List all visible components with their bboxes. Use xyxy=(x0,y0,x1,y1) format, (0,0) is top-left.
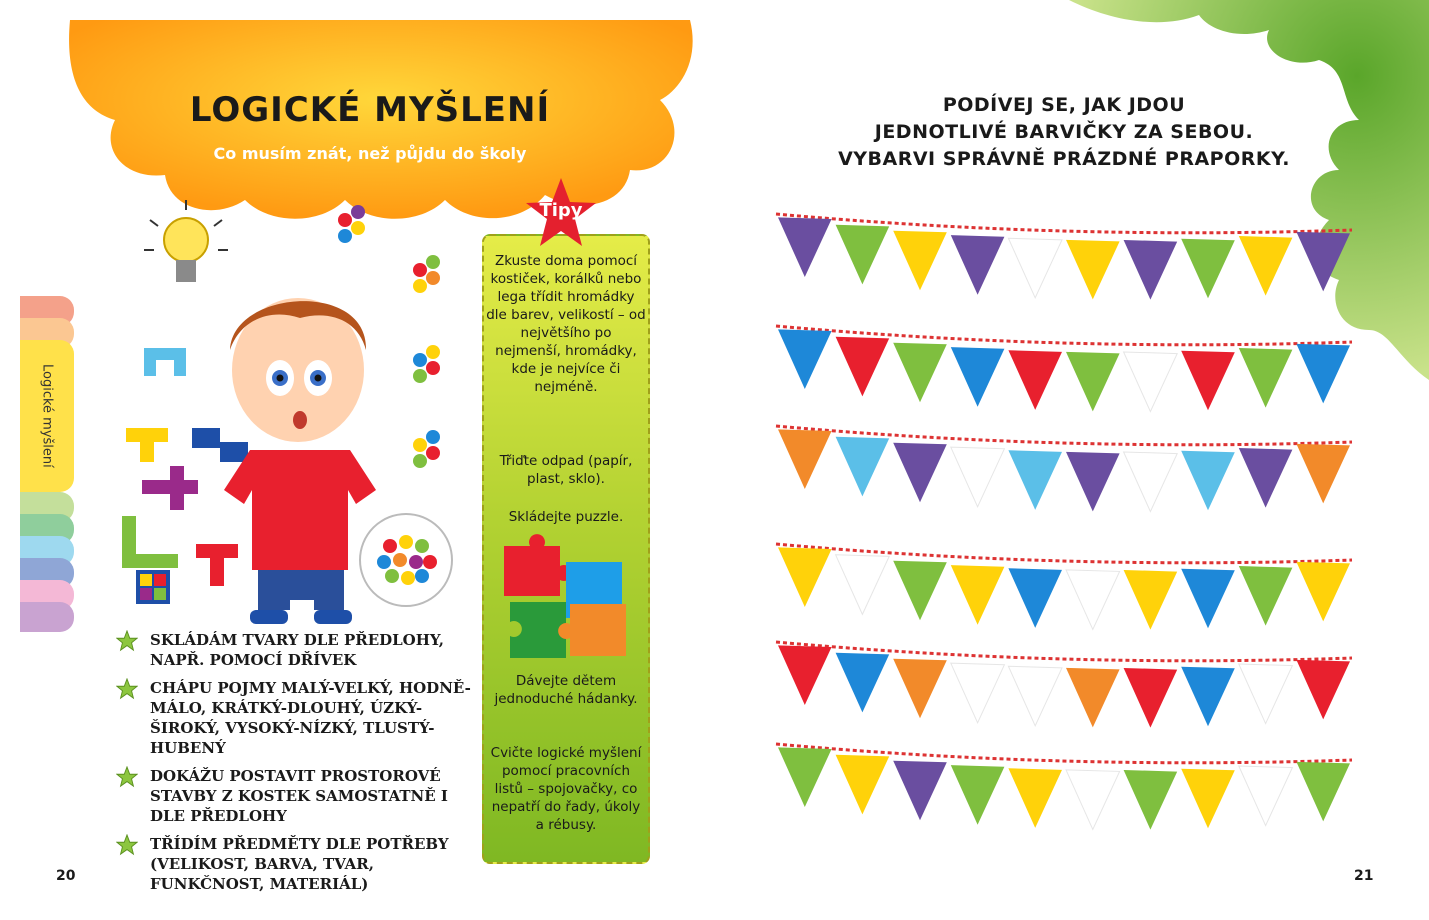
tetromino-shapes-icon xyxy=(122,348,248,604)
pennant-flag[interactable] xyxy=(1181,239,1235,299)
right-page xyxy=(714,0,1429,920)
tip-item: Třiďte odpad (papír, plast, sklo). xyxy=(499,453,633,487)
skill-item xyxy=(116,834,476,894)
boy-thinking-illustration xyxy=(100,180,480,630)
pennant-flag[interactable] xyxy=(1239,766,1293,826)
skill-item xyxy=(116,766,476,826)
skill-text: CHÁPU POJMY MALÝ-VELKÝ, HODNĚ-MÁLO, KRÁTKÝ-DLOUHÝ, ÚZKÝ-ŠIROKÝ, VYSOKÝ-NÍZKÝ, TLUSTÝ-HUBENÝ xyxy=(150,679,471,757)
pennant-flag[interactable] xyxy=(893,231,947,291)
pennant-flag[interactable] xyxy=(951,235,1005,295)
tip-item: Skládejte puzzle. xyxy=(508,509,624,525)
pennant-flag[interactable] xyxy=(1296,232,1350,292)
pennant-flag[interactable] xyxy=(1124,352,1178,412)
pennant-flag[interactable] xyxy=(1181,667,1235,727)
light-bulb-icon xyxy=(144,200,228,282)
pennant-flag[interactable] xyxy=(836,437,890,497)
skills-list xyxy=(116,630,476,902)
puzzle-pieces-icon xyxy=(498,532,634,660)
pennant-flag[interactable] xyxy=(1008,350,1062,410)
tips-label: Tipy xyxy=(539,200,583,221)
pennant-flag[interactable] xyxy=(1239,348,1293,408)
pennant-flag[interactable] xyxy=(893,443,947,503)
chapter-tab-active[interactable] xyxy=(20,340,74,492)
pennant-flag[interactable] xyxy=(1124,668,1178,728)
pennant-flag[interactable] xyxy=(1008,768,1062,828)
pennant-flag[interactable] xyxy=(836,555,890,615)
pennant-flag[interactable] xyxy=(778,547,832,607)
flag-garland xyxy=(774,628,1354,738)
star-bullet-icon xyxy=(116,678,138,700)
pennant-flag[interactable] xyxy=(836,653,890,713)
pennant-flag[interactable] xyxy=(1124,570,1178,630)
pennant-flag[interactable] xyxy=(1066,452,1120,512)
skill-text: SKLÁDÁM TVARY DLE PŘEDLOHY, NAPŘ. POMOCÍ DŘÍVEK xyxy=(150,631,444,669)
pennant-flag[interactable] xyxy=(1124,452,1178,512)
flag-garland xyxy=(774,412,1354,522)
pennant-flag[interactable] xyxy=(836,755,890,815)
boy-figure xyxy=(224,298,376,624)
star-bullet-icon xyxy=(116,834,138,856)
pennant-flag[interactable] xyxy=(1296,762,1350,822)
pennant-flag[interactable] xyxy=(1066,770,1120,830)
skill-text: TŘÍDÍM PŘEDMĚTY DLE POTŘEBY (VELIKOST, BARVA, TVAR, FUNKČNOST, MATERIÁL) xyxy=(150,835,449,893)
pennant-flag[interactable] xyxy=(893,561,947,621)
flag-garland xyxy=(774,530,1354,640)
instruction-line: JEDNOTLIVÉ BARVIČKY ZA SEBOU. xyxy=(874,121,1254,143)
page-title: LOGICKÉ MYŠLENÍ xyxy=(189,90,551,130)
tip-item: Cvičte logické myšlení pomocí pracovních listů – spojovačky, co nepatří do řady, úkoly a rébusy. xyxy=(490,745,642,833)
pennant-flag[interactable] xyxy=(893,343,947,403)
pennant-flag[interactable] xyxy=(951,447,1005,507)
tip-item: Dávejte dětem jednoduché hádanky. xyxy=(494,673,638,707)
skill-item xyxy=(116,630,476,670)
chapter-tab[interactable] xyxy=(20,602,74,632)
left-page xyxy=(0,0,714,920)
pennant-flag[interactable] xyxy=(1296,344,1350,404)
pennant-flag[interactable] xyxy=(778,747,832,807)
page-number: 21 xyxy=(1354,868,1374,884)
pennant-flag[interactable] xyxy=(893,659,947,719)
pennant-flag[interactable] xyxy=(778,217,832,277)
pennant-flag[interactable] xyxy=(1008,238,1062,298)
pennant-flag[interactable] xyxy=(951,565,1005,625)
pennant-flag[interactable] xyxy=(1239,448,1293,508)
flag-garland xyxy=(774,312,1354,422)
pennant-flag[interactable] xyxy=(951,765,1005,825)
tip-item: Zkuste doma pomocí kostiček, korálků nebo lega třídit hromádky dle barev, velikostí – od největšího po nejmenší, hromádky, kde je nejvíce či nejméně. xyxy=(486,253,646,395)
pennant-flag[interactable] xyxy=(1296,444,1350,504)
pennant-flag[interactable] xyxy=(778,429,832,489)
pennant-flag[interactable] xyxy=(1181,451,1235,511)
chapter-tabs[interactable] xyxy=(20,296,74,636)
pennant-flag[interactable] xyxy=(893,761,947,821)
pennant-flag[interactable] xyxy=(1008,666,1062,726)
pennant-flag[interactable] xyxy=(1181,569,1235,629)
pennant-flag[interactable] xyxy=(778,645,832,705)
pennant-flag[interactable] xyxy=(1066,570,1120,630)
pennant-flag[interactable] xyxy=(1239,664,1293,724)
pennant-flag[interactable] xyxy=(1239,566,1293,626)
pennant-flag[interactable] xyxy=(1181,351,1235,411)
instruction-line: VYBARVI SPRÁVNĚ PRÁZDNÉ PRAPORKY. xyxy=(838,148,1290,170)
pennant-flag[interactable] xyxy=(836,225,890,285)
skill-item xyxy=(116,678,476,758)
pennant-flag[interactable] xyxy=(1296,660,1350,720)
pennant-flag[interactable] xyxy=(1066,352,1120,412)
pennant-flag[interactable] xyxy=(836,337,890,397)
pennant-flag[interactable] xyxy=(1008,568,1062,628)
pennant-flag[interactable] xyxy=(951,663,1005,723)
star-bullet-icon xyxy=(116,766,138,788)
instructions xyxy=(834,92,1294,173)
flag-garland xyxy=(774,200,1354,310)
flag-garland xyxy=(774,730,1354,840)
pennant-flag[interactable] xyxy=(1296,562,1350,622)
pennant-flag[interactable] xyxy=(1124,770,1178,830)
instruction-line: PODÍVEJ SE, JAK JDOU xyxy=(942,94,1186,116)
bead-plate-icon xyxy=(360,514,452,606)
pennant-flag[interactable] xyxy=(1008,450,1062,510)
pennant-flag[interactable] xyxy=(778,329,832,389)
pennant-flag[interactable] xyxy=(1181,769,1235,829)
pennant-flag[interactable] xyxy=(1239,236,1293,296)
pennant-flag[interactable] xyxy=(1124,240,1178,300)
page-number: 20 xyxy=(56,868,76,884)
page-subtitle: Co musím znát, než půjdu do školy xyxy=(213,144,527,163)
chapter-tab-label: Logické myšlení xyxy=(39,364,55,468)
star-bullet-icon xyxy=(116,630,138,652)
pennant-flag[interactable] xyxy=(1066,240,1120,300)
pennant-flag[interactable] xyxy=(1066,668,1120,728)
skill-text: DOKÁŽU POSTAVIT PROSTOROVÉ STAVBY Z KOSTEK SAMOSTATNĚ I DLE PŘEDLOHY xyxy=(150,767,448,825)
pennant-flag[interactable] xyxy=(951,347,1005,407)
